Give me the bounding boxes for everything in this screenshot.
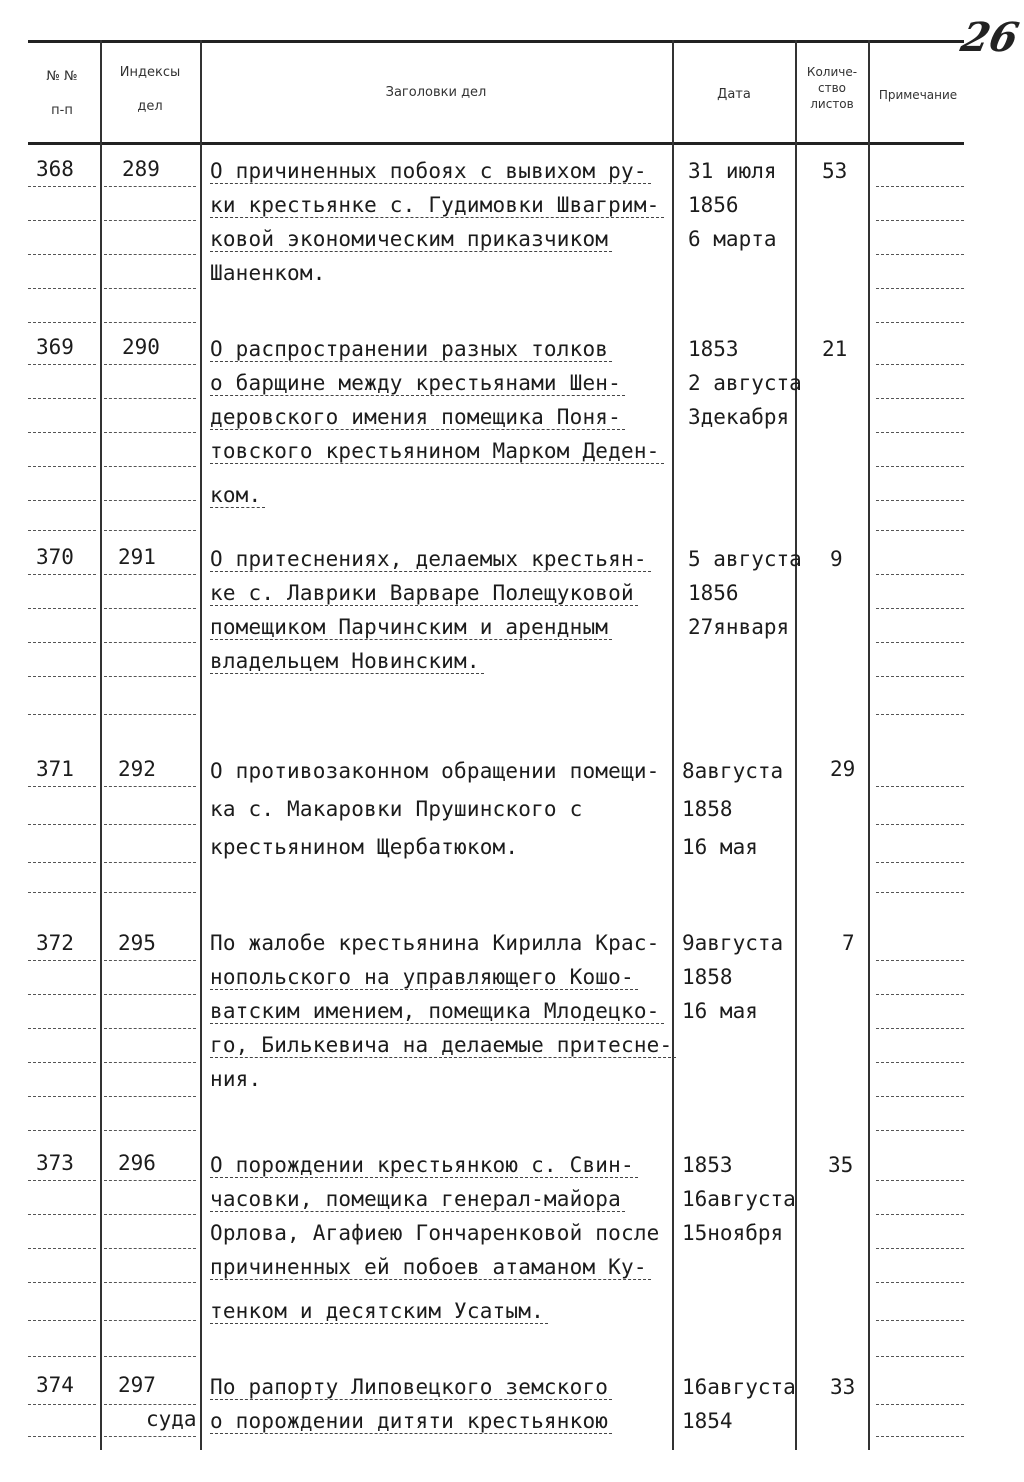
ruled-line xyxy=(28,186,96,187)
ruled-line xyxy=(104,714,196,715)
date-line: 16 мая xyxy=(682,835,758,859)
title-line: часовки, помещика генерал-майора xyxy=(210,1187,625,1212)
ruled-line xyxy=(104,1248,196,1249)
row-sheets: 53 xyxy=(822,159,848,183)
ruled-line xyxy=(104,1404,196,1405)
ruled-line xyxy=(876,608,964,609)
header-title-label: Заголовки дел xyxy=(385,85,487,100)
ruled-line xyxy=(104,530,196,531)
date-line: 1858 xyxy=(682,797,733,821)
date-line: 1854 xyxy=(682,1409,733,1433)
ruled-line xyxy=(104,186,196,187)
date-line: 31 июля xyxy=(688,159,777,183)
ruled-line xyxy=(28,1062,96,1063)
ruled-line xyxy=(876,574,964,575)
column-divider xyxy=(868,40,870,1450)
ruled-line xyxy=(876,1096,964,1097)
title-line: О порождении крестьянкою с. Свин- xyxy=(210,1153,638,1178)
ruled-line xyxy=(104,1062,196,1063)
folio-number: 26 xyxy=(957,14,1023,61)
ruled-line xyxy=(104,288,196,289)
title-line: По жалобе крестьянина Кирилла Крас- xyxy=(210,931,660,955)
row-sheets: 29 xyxy=(830,757,856,781)
ruled-line xyxy=(28,364,96,365)
row-index: 296 xyxy=(118,1151,156,1175)
ruled-line xyxy=(876,500,964,501)
row-sheets: 7 xyxy=(842,931,855,955)
title-line: о барщине между крестьянами Шен- xyxy=(210,371,625,396)
row-index-extra: суда xyxy=(146,1407,197,1431)
ruled-line xyxy=(104,466,196,467)
header-bottom-rule xyxy=(28,142,964,145)
row-number: 369 xyxy=(36,335,74,359)
row-number: 371 xyxy=(36,757,74,781)
ruled-line xyxy=(876,466,964,467)
date-line: 5 августа xyxy=(688,547,802,571)
ruled-line xyxy=(28,960,96,961)
ruled-line xyxy=(28,432,96,433)
row-dates xyxy=(688,154,777,256)
ruled-line xyxy=(876,254,964,255)
title-line: го, Билькевича на делаемые притесне- xyxy=(210,1033,676,1058)
ruled-line xyxy=(104,994,196,995)
ruled-line xyxy=(876,322,964,323)
row-number: 372 xyxy=(36,931,74,955)
title-line: По рапорту Липовецкого земского xyxy=(210,1375,612,1400)
ruled-line xyxy=(876,398,964,399)
date-line: 27января xyxy=(688,615,790,639)
title-line: нопольского на управляющего Кошо- xyxy=(210,965,638,990)
row-dates xyxy=(682,752,783,866)
ruled-line xyxy=(28,398,96,399)
ruled-line xyxy=(876,1028,964,1029)
ruled-line xyxy=(104,432,196,433)
ruled-line xyxy=(104,1028,196,1029)
title-line: владельцем Новинским. xyxy=(210,649,484,674)
ruled-line xyxy=(28,220,96,221)
date-line: 6 марта xyxy=(688,227,777,251)
row-dates xyxy=(682,1148,796,1250)
ruled-line xyxy=(876,1130,964,1131)
ruled-line xyxy=(28,1436,96,1437)
date-line: 1853 xyxy=(682,1153,733,1177)
ruled-line xyxy=(28,642,96,643)
ruled-line xyxy=(876,786,964,787)
row-dates xyxy=(688,542,802,644)
row-title xyxy=(210,1148,680,1328)
row-number: 374 xyxy=(36,1373,74,1397)
date-line: 16августа xyxy=(682,1375,796,1399)
ruled-line xyxy=(104,892,196,893)
column-divider xyxy=(100,40,102,1450)
date-line: 15ноября xyxy=(682,1221,784,1245)
ruled-line xyxy=(876,220,964,221)
ruled-line xyxy=(28,892,96,893)
column-divider xyxy=(200,40,202,1450)
ruled-line xyxy=(104,1282,196,1283)
ruled-line xyxy=(104,642,196,643)
row-title xyxy=(210,154,680,290)
ruled-line xyxy=(28,1130,96,1131)
ruled-line xyxy=(104,1436,196,1437)
title-line: деровского имения помещика Поня- xyxy=(210,405,625,430)
ruled-line xyxy=(104,1130,196,1131)
ruled-line xyxy=(876,1282,964,1283)
ruled-line xyxy=(28,1096,96,1097)
ruled-line xyxy=(876,994,964,995)
ruled-line xyxy=(104,676,196,677)
ruled-line xyxy=(876,1320,964,1321)
title-line: тенком и десятским Усатым. xyxy=(210,1299,548,1324)
title-line: ком. xyxy=(210,483,265,508)
title-line: о порождении дитяти крестьянкою xyxy=(210,1409,612,1434)
date-line: 1856 xyxy=(688,581,739,605)
row-dates xyxy=(682,926,783,1028)
header-top-rule xyxy=(28,40,964,43)
header-number-label: № № п-п xyxy=(46,69,78,118)
title-line: Шаненком. xyxy=(210,261,326,285)
ruled-line xyxy=(876,1062,964,1063)
title-line: ки крестьянке с. Гудимовки Швагрим- xyxy=(210,193,664,218)
ruled-line xyxy=(104,574,196,575)
title-line: помещиком Парчинским и арендным xyxy=(210,615,612,640)
ruled-line xyxy=(28,466,96,467)
ruled-line xyxy=(876,1180,964,1181)
ruled-line xyxy=(104,608,196,609)
ruled-line xyxy=(876,186,964,187)
row-title xyxy=(210,926,680,1096)
ruled-line xyxy=(28,500,96,501)
title-line: крестьянином Щербатюком. xyxy=(210,835,519,859)
title-line: причиненных ей побоев атаманом Ку- xyxy=(210,1255,651,1280)
ruled-line xyxy=(876,642,964,643)
ruled-line xyxy=(876,824,964,825)
date-line: 1856 xyxy=(688,193,739,217)
ruled-line xyxy=(104,786,196,787)
ruled-line xyxy=(28,714,96,715)
date-line: 2 августа xyxy=(688,371,802,395)
row-title xyxy=(210,752,680,866)
title-line: ния. xyxy=(210,1067,262,1091)
ruled-line xyxy=(876,530,964,531)
date-line: 16августа xyxy=(682,1187,796,1211)
ruled-line xyxy=(28,1282,96,1283)
row-dates xyxy=(688,332,802,434)
row-sheets: 21 xyxy=(822,337,848,361)
ruled-line xyxy=(28,574,96,575)
header-index-label: Индексы дел xyxy=(119,65,181,114)
date-line: 3декабря xyxy=(688,405,790,429)
date-line: 1858 xyxy=(682,965,733,989)
ruled-line xyxy=(104,322,196,323)
ruled-line xyxy=(104,824,196,825)
row-sheets: 9 xyxy=(830,547,843,571)
ruled-line xyxy=(876,364,964,365)
row-title xyxy=(210,332,680,512)
title-line: товского крестьянином Марком Деден- xyxy=(210,439,664,464)
ruled-line xyxy=(104,364,196,365)
ruled-line xyxy=(104,1320,196,1321)
title-line: ковой экономическим приказчиком xyxy=(210,227,612,252)
header-note-label: Примечание xyxy=(878,88,958,102)
title-line: Орлова, Агафиею Гончаренковой после xyxy=(210,1221,660,1245)
title-line: О распространении разных толков xyxy=(210,337,612,362)
row-index: 291 xyxy=(118,545,156,569)
ruled-line xyxy=(28,1248,96,1249)
ruled-line xyxy=(104,398,196,399)
ruled-line xyxy=(104,220,196,221)
title-line: ватским имением, помещика Млодецко- xyxy=(210,999,664,1024)
ruled-line xyxy=(104,1356,196,1357)
title-line: О причиненных побоях с вывихом ру- xyxy=(210,159,651,184)
ruled-line xyxy=(28,322,96,323)
ruled-line xyxy=(28,254,96,255)
ruled-line xyxy=(28,862,96,863)
ruled-line xyxy=(876,1214,964,1215)
ruled-line xyxy=(876,862,964,863)
row-sheets: 33 xyxy=(830,1375,856,1399)
ruled-line xyxy=(104,1180,196,1181)
ruled-line xyxy=(28,786,96,787)
ruled-line xyxy=(876,288,964,289)
title-line: О притеснениях, делаемых крестьян- xyxy=(210,547,651,572)
title-line: О противозаконном обращении помещи- xyxy=(210,759,660,783)
row-index: 292 xyxy=(118,757,156,781)
ruled-line xyxy=(104,960,196,961)
row-index: 289 xyxy=(122,157,160,181)
title-line: ке с. Лаврики Варваре Полещуковой xyxy=(210,581,638,606)
ruled-line xyxy=(876,1356,964,1357)
row-title xyxy=(210,542,680,678)
ruled-line xyxy=(876,676,964,677)
ruled-line xyxy=(28,1356,96,1357)
ruled-line xyxy=(876,714,964,715)
ruled-line xyxy=(104,862,196,863)
ruled-line xyxy=(876,1404,964,1405)
ruled-line xyxy=(104,500,196,501)
row-title xyxy=(210,1370,680,1438)
ruled-line xyxy=(876,1248,964,1249)
header-date-label: Дата xyxy=(717,87,751,102)
ruled-line xyxy=(876,432,964,433)
ruled-line xyxy=(876,1436,964,1437)
row-number: 368 xyxy=(36,157,74,181)
ruled-line xyxy=(28,676,96,677)
ruled-line xyxy=(104,1214,196,1215)
ruled-line xyxy=(28,530,96,531)
date-line: 9августа xyxy=(682,931,784,955)
ruled-line xyxy=(28,994,96,995)
ruled-line xyxy=(28,1028,96,1029)
ruled-line xyxy=(104,254,196,255)
ruled-line xyxy=(28,824,96,825)
ruled-line xyxy=(876,960,964,961)
title-line: ка с. Макаровки Прушинского с xyxy=(210,797,583,821)
date-line: 1853 xyxy=(688,337,739,361)
row-dates xyxy=(682,1370,796,1438)
ruled-line xyxy=(28,1404,96,1405)
row-index: 295 xyxy=(118,931,156,955)
row-index: 290 xyxy=(122,335,160,359)
ruled-line xyxy=(28,288,96,289)
date-line: 8августа xyxy=(682,759,784,783)
ruled-line xyxy=(28,608,96,609)
header-sheets-label: Количе- ство листов xyxy=(806,65,858,111)
row-number: 370 xyxy=(36,545,74,569)
row-index: 297 xyxy=(118,1373,156,1397)
row-number: 373 xyxy=(36,1151,74,1175)
date-line: 16 мая xyxy=(682,999,758,1023)
row-sheets: 35 xyxy=(828,1153,854,1177)
ruled-line xyxy=(876,892,964,893)
ruled-line xyxy=(28,1320,96,1321)
ruled-line xyxy=(104,1096,196,1097)
ruled-line xyxy=(28,1214,96,1215)
ruled-line xyxy=(28,1180,96,1181)
